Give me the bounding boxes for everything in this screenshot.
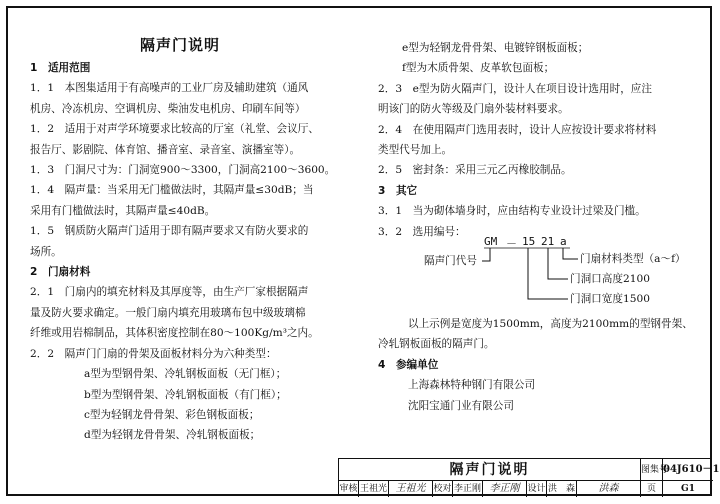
text-line: 明该门的防火等级及门扇外装材料要求。 [378, 103, 569, 116]
code-height: 21 [541, 235, 555, 248]
right-column-after [378, 314, 698, 416]
text-line: 2．1 门扇内的填充材料及其厚度等，由生产厂家根据隔声 [30, 286, 309, 299]
section-heading: 4 参编单位 [378, 358, 439, 371]
checker-name: 李正刚 [453, 481, 483, 497]
review-label: 审核 [339, 481, 359, 497]
text-line: e型为轻钢龙骨骨架、电镀锌钢板面板； [402, 42, 589, 54]
text-line: 2．2 隔声门门扇的骨架及面板材料分为六种类型： [30, 347, 277, 360]
section-heading: 2 门扇材料 [30, 266, 91, 279]
designer-name: 洪 森 [547, 481, 577, 497]
code-type: a [560, 235, 567, 248]
text-line: 沈阳宝通门业有限公司 [408, 399, 514, 412]
code-dash: － [506, 237, 517, 250]
design-label: 设计 [527, 481, 547, 497]
text-line: 2．4 在使用隔声门选用表时，设计人应按设计要求将材料 [378, 123, 657, 136]
text-line: 2．3 e型为防火隔声门，设计人在项目设计选用时，应注 [378, 82, 652, 95]
title-block-title: 隔声门说明 [339, 459, 641, 481]
text-line: 3．2 选用编号： [378, 225, 466, 238]
label-material-type: 门扇材料类型（a～f） [580, 253, 686, 265]
text-line: a型为型钢骨架、冷轧钢板面板（无门框）； [84, 368, 287, 381]
text-line: 量及防火要求确定。一般门扇内填充用玻璃布包中级玻璃棉 [30, 306, 306, 319]
right-column [378, 38, 698, 242]
label-opening-height: 门洞口高度2100 [570, 273, 650, 285]
text-line: 上海森林特种钢门有限公司 [408, 379, 536, 392]
text-line: 以上示例是宽度为1500mm，高度为2100mm的型钢骨架、 [408, 318, 693, 330]
atlas-number-label: 图集号 [641, 459, 663, 481]
diagram-leader-lines [410, 235, 700, 313]
text-line: 纤维或用岩棉制品，其体积密度控制在80～100Kg/m³之内。 [30, 327, 319, 340]
text-line: b型为型钢骨架、冷轧钢板面板（有门框）； [84, 388, 287, 401]
label-door-code: 隔声门代号 [424, 255, 477, 267]
text-line: 1．4 隔声量：当采用无门槛做法时，其隔声量≤30dB；当 [30, 184, 314, 197]
checker-signature: 李正刚 [483, 481, 527, 497]
atlas-number-value: 04J610－1 [663, 459, 713, 481]
text-line: 3．1 当为砌体墙身时，应由结构专业设计过梁及门槛。 [378, 205, 646, 218]
text-line: 场所。 [30, 245, 62, 258]
code-gm: GM [484, 235, 498, 248]
left-column [30, 58, 370, 446]
check-label: 校对 [433, 481, 453, 497]
text-line: 机房、冷冻机房、空调机房、柴油发电机房、印刷车间等） [30, 102, 306, 115]
text-line: c型为轻钢龙骨骨架、彩色钢板面板； [84, 408, 260, 421]
title-block [338, 458, 720, 496]
page-label: 页 [641, 481, 663, 497]
text-line: 采用有门槛做法时，其隔声量≤40dB。 [30, 204, 216, 217]
document-title: 隔声门说明 [140, 36, 221, 54]
section-heading: 3 其它 [378, 184, 418, 197]
text-line: 1．3 门洞尺寸为：门洞宽900～3300，门洞高2100～3600。 [30, 164, 336, 177]
numbering-diagram [410, 235, 700, 313]
text-line: 2．5 密封条：采用三元乙丙橡胶制品。 [378, 164, 572, 177]
designer-signature: 洪森 [577, 481, 641, 497]
text-line: f型为木质骨架、皮革软包面板； [402, 62, 555, 75]
section-heading: 1 适用范围 [30, 62, 91, 74]
text-line: d型为轻钢龙骨骨架、冷轧钢板面板； [84, 429, 261, 442]
text-line: 类型代号加上。 [378, 144, 453, 157]
text-line: 1．2 适用于对声学环境要求比较高的厅室（礼堂、会议厅、 [30, 123, 319, 136]
text-line: 1．5 钢质防火隔声门适用于即有隔声要求又有防火要求的 [30, 225, 309, 238]
reviewer-name: 王祖光 [359, 481, 389, 497]
text-line: 1．1 本图集适用于有高噪声的工业厂房及辅助建筑（通风 [30, 82, 309, 95]
text-line: 报告厅、影剧院、体育馆、播音室、录音室、演播室等）。 [30, 143, 301, 156]
text-line: 冷轧钢板面板的隔声门。 [378, 338, 495, 351]
label-opening-width: 门洞口宽度1500 [570, 293, 650, 305]
reviewer-signature: 王祖光 [389, 481, 433, 497]
page-value: G1 [681, 484, 695, 494]
code-width: 15 [522, 235, 536, 248]
